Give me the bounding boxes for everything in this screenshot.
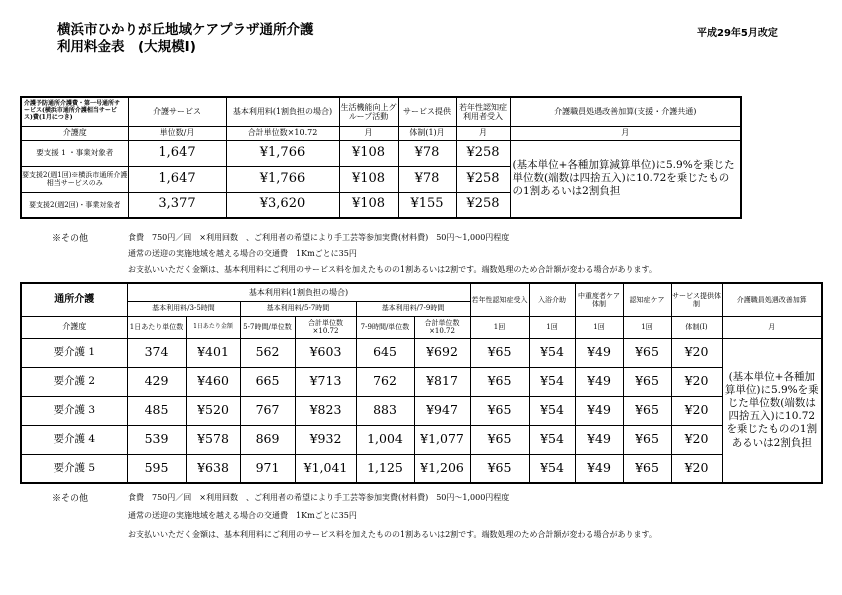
sub-header: 1日あたり金額 [186, 316, 240, 338]
column-header: 入浴介助 [529, 283, 575, 316]
unit-header: 体制(1)月 [398, 126, 456, 140]
sub-header: 合計単位数×10.72 [295, 316, 356, 338]
payment-note-text: お支払いいただく金額は、基本利用料にご利用のサービス料を加えたものの1割あるいは2割です。端数処理のため合計額が変わる場合があります。 [128, 530, 657, 539]
unit-header: 介護度 [21, 126, 128, 140]
value-cell: 1,125 [356, 454, 414, 483]
service-provision-cell: ¥155 [398, 192, 456, 218]
value-cell: ¥54 [529, 367, 575, 396]
group-activity-cell: ¥108 [339, 166, 398, 192]
page-title: 横浜市ひかりが丘地域ケアプラザ通所介護 [57, 22, 314, 38]
value-cell: ¥65 [470, 454, 529, 483]
value-cell: 539 [127, 425, 186, 454]
transport-fee-text: 通常の送迎の実施地域を越える場合の交通費 1Kmごとに35円 [128, 249, 357, 258]
value-cell: ¥932 [295, 425, 356, 454]
unit-header: 1回 [529, 316, 575, 338]
sub-header: 7-9時間/単位数 [356, 316, 414, 338]
group-activity-cell: ¥108 [339, 192, 398, 218]
value-cell: ¥817 [414, 367, 470, 396]
value-cell: ¥603 [295, 338, 356, 367]
value-cell: ¥401 [186, 338, 240, 367]
value-cell: ¥49 [575, 367, 623, 396]
other-fees-label: ※その他 [52, 234, 89, 244]
revision-date: 平成29年5月改定 [697, 28, 778, 39]
units-cell: 1,647 [128, 166, 226, 192]
value-cell: ¥65 [623, 425, 671, 454]
value-cell: 595 [127, 454, 186, 483]
other-fees-label: ※その他 [52, 494, 89, 504]
value-cell: ¥578 [186, 425, 240, 454]
value-cell: 562 [240, 338, 295, 367]
unit-header: 月 [339, 126, 398, 140]
value-cell: ¥65 [623, 454, 671, 483]
value-cell: ¥54 [529, 454, 575, 483]
young-dementia-cell: ¥258 [456, 166, 510, 192]
value-cell: ¥49 [575, 454, 623, 483]
fee-cell: ¥1,766 [226, 166, 339, 192]
value-cell: 767 [240, 396, 295, 425]
support-fee-table [20, 96, 742, 219]
value-cell: 374 [127, 338, 186, 367]
improvement-note: (基本単位+各種加算単位)に5.9%を乗じた単位数(端数は四捨五入)に10.72を乗じたものの1割あるいは2割負担 [722, 338, 822, 483]
value-cell: ¥65 [470, 396, 529, 425]
group-header: 基本利用料/5-7時間 [240, 301, 356, 316]
value-cell: 762 [356, 367, 414, 396]
value-cell: 869 [240, 425, 295, 454]
value-cell: 1,004 [356, 425, 414, 454]
column-header: 生活機能向上グループ活動 [339, 97, 398, 126]
table-corner-label: 通所介護 [21, 283, 127, 316]
unit-header: 月 [510, 126, 741, 140]
young-dementia-cell: ¥258 [456, 192, 510, 218]
value-cell: 971 [240, 454, 295, 483]
care-level-label: 要介護 3 [21, 396, 127, 425]
care-level-label: 要介護 2 [21, 367, 127, 396]
unit-header: 合計単位数×10.72 [226, 126, 339, 140]
value-cell: ¥823 [295, 396, 356, 425]
value-cell: ¥20 [671, 454, 722, 483]
value-cell: 665 [240, 367, 295, 396]
sub-header: 合計単位数×10.72 [414, 316, 470, 338]
meal-fee-text: 食費 750円／回 ×利用回数 、ご利用者の希望により手工芸等参加実費(材料費) 50円～1,000円程度 [128, 493, 510, 502]
value-cell: ¥947 [414, 396, 470, 425]
value-cell: 645 [356, 338, 414, 367]
value-cell: ¥20 [671, 396, 722, 425]
value-cell: ¥20 [671, 367, 722, 396]
fee-cell: ¥1,766 [226, 140, 339, 166]
value-cell: ¥54 [529, 425, 575, 454]
value-cell: ¥460 [186, 367, 240, 396]
fee-cell: ¥3,620 [226, 192, 339, 218]
young-dementia-cell: ¥258 [456, 140, 510, 166]
value-cell: ¥65 [623, 396, 671, 425]
transport-fee-text: 通常の送迎の実施地域を越える場合の交通費 1Kmごとに35円 [128, 511, 357, 520]
service-provision-cell: ¥78 [398, 166, 456, 192]
care-fee-table [20, 282, 823, 484]
care-level-label: 要支援 1 ・事業対象者 [21, 140, 128, 166]
units-cell: 3,377 [128, 192, 226, 218]
meal-fee-text: 食費 750円／回 ×利用回数 、ご利用者の希望により手工芸等参加実費(材料費) 50円～1,000円程度 [128, 233, 510, 242]
column-header: 介護サービス [128, 97, 226, 126]
value-cell: ¥20 [671, 425, 722, 454]
units-cell: 1,647 [128, 140, 226, 166]
value-cell: ¥65 [623, 338, 671, 367]
improvement-note: (基本単位+各種加算減算単位)に5.9%を乗じた単位数(端数は四捨五入)に10.72を乗じたものの1割あるいは2割負担 [510, 140, 741, 218]
value-cell: 429 [127, 367, 186, 396]
sub-header: 介護度 [21, 316, 127, 338]
group-activity-cell: ¥108 [339, 140, 398, 166]
column-header: 認知症ケア [623, 283, 671, 316]
unit-header: 体制(Ⅰ) [671, 316, 722, 338]
page-subtitle: 利用料金表 (大規模Ⅰ) [57, 39, 196, 55]
value-cell: ¥1,206 [414, 454, 470, 483]
column-header: 介護職員処遇改善加算(支援・介護共通) [510, 97, 741, 126]
care-level-label: 要介護 4 [21, 425, 127, 454]
care-level-label: 要支援2(週1回)※横浜市通所介護相当サービスのみ [21, 166, 128, 192]
base-fee-header: 基本利用料(1割負担の場合) [127, 283, 470, 301]
value-cell: ¥20 [671, 338, 722, 367]
group-header: 基本利用料/3-5時間 [127, 301, 240, 316]
value-cell: ¥1,041 [295, 454, 356, 483]
value-cell: ¥49 [575, 338, 623, 367]
column-header: サービス提供体制 [671, 283, 722, 316]
value-cell: 883 [356, 396, 414, 425]
column-header: 若年性認知症利用者受入 [456, 97, 510, 126]
value-cell: ¥49 [575, 425, 623, 454]
column-header: 基本利用料(1割負担の場合) [226, 97, 339, 126]
value-cell: ¥65 [623, 367, 671, 396]
column-header: 中重度者ケア体制 [575, 283, 623, 316]
value-cell: ¥1,077 [414, 425, 470, 454]
column-header: 介護職員処遇改善加算 [722, 283, 822, 316]
sub-header: 5-7時間/単位数 [240, 316, 295, 338]
care-level-label: 要介護 1 [21, 338, 127, 367]
unit-header: 1回 [623, 316, 671, 338]
column-header: 若年性認知症受入 [470, 283, 529, 316]
value-cell: ¥54 [529, 338, 575, 367]
unit-header: 1回 [575, 316, 623, 338]
value-cell: ¥49 [575, 396, 623, 425]
value-cell: ¥65 [470, 338, 529, 367]
value-cell: ¥520 [186, 396, 240, 425]
payment-note-text: お支払いいただく金額は、基本利用料にご利用のサービス料を加えたものの1割あるいは2割です。端数処理のため合計額が変わる場合があります。 [128, 265, 657, 274]
sub-header: 1日あたり単位数 [127, 316, 186, 338]
value-cell: ¥65 [470, 425, 529, 454]
unit-header: 1回 [470, 316, 529, 338]
care-level-label: 要介護 5 [21, 454, 127, 483]
value-cell: ¥713 [295, 367, 356, 396]
unit-header: 月 [722, 316, 822, 338]
group-header: 基本利用料/7-9時間 [356, 301, 470, 316]
column-header: サービス提供 [398, 97, 456, 126]
unit-header: 単位数/月 [128, 126, 226, 140]
table-corner-label: 介護予防通所介護費・第一号通所サービス(横浜市通所介護相当サービス)費(1月につき) [21, 97, 128, 126]
value-cell: ¥692 [414, 338, 470, 367]
value-cell: ¥638 [186, 454, 240, 483]
care-level-label: 要支援2(週2回)・事業対象者 [21, 192, 128, 218]
value-cell: 485 [127, 396, 186, 425]
service-provision-cell: ¥78 [398, 140, 456, 166]
value-cell: ¥65 [470, 367, 529, 396]
unit-header: 月 [456, 126, 510, 140]
value-cell: ¥54 [529, 396, 575, 425]
